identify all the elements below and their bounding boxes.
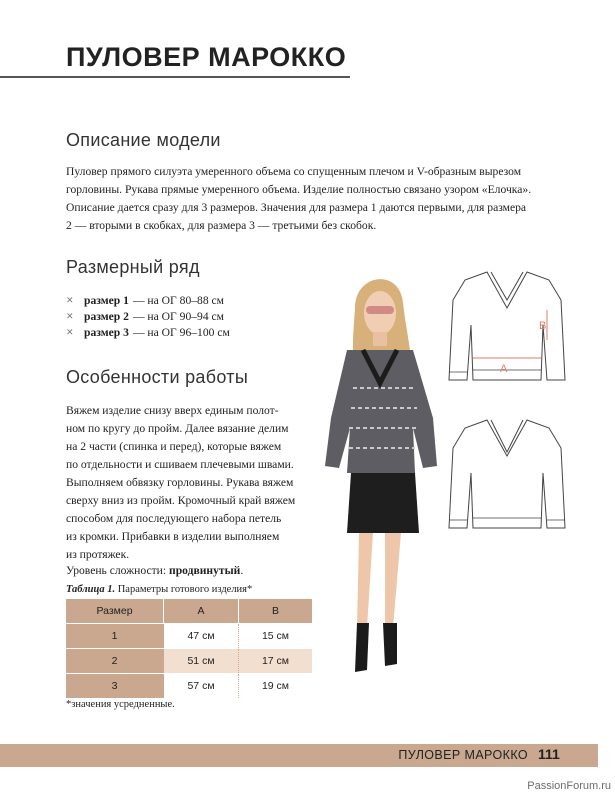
table-cell: 2: [66, 649, 164, 674]
skirt: [347, 473, 419, 533]
hem-rib: [449, 370, 541, 372]
sizes-heading: Размерный ряд: [66, 257, 200, 277]
hem-rib: [449, 518, 565, 520]
difficulty-end: .: [240, 564, 244, 577]
size-text: — на ОГ 96–100 см: [132, 326, 230, 339]
table-footnote: *значения усредненные.: [66, 699, 175, 710]
table-header: Размер: [66, 599, 164, 624]
page-title: ПУЛОВЕР МАРОККО: [66, 42, 347, 72]
description-line: Описание дается сразу для 3 размеров. Значения для размера 1 даются первыми, для размера: [66, 201, 527, 214]
table-cell: 57 см: [164, 674, 239, 699]
table-caption-number: Таблица 1.: [66, 584, 116, 595]
boots: [355, 623, 397, 672]
table-cell: 17 см: [238, 649, 312, 674]
description-text: [66, 163, 531, 235]
neckline-rib: [491, 272, 523, 300]
work-line: из протяжек.: [66, 548, 130, 561]
watermark: PassionForum.ru: [527, 780, 611, 792]
neck: [373, 332, 387, 346]
size-label: размер 3: [84, 326, 129, 339]
work-heading: Особенности работы: [66, 367, 249, 387]
size-text: — на ОГ 80–88 см: [132, 294, 225, 307]
difficulty-label: Уровень сложности:: [66, 564, 170, 577]
model-illustration: [325, 268, 455, 698]
schematic-back: [445, 270, 575, 392]
work-text: [66, 402, 295, 564]
description-line: горловины. Рукава прямые умеренного объема. Изделие полностью связано узором «Елочка».: [66, 183, 532, 196]
table-header: B: [238, 599, 312, 624]
difficulty-level: [66, 564, 243, 577]
table-cell: 51 см: [164, 649, 239, 674]
table-row: [66, 624, 312, 649]
size-label: размер 1: [84, 294, 129, 307]
description-heading: Описание модели: [66, 130, 221, 150]
label-a: A: [500, 363, 508, 375]
size-item: [66, 293, 230, 309]
size-item: [66, 309, 230, 325]
schematic-front: [445, 418, 575, 540]
table-cell: 15 см: [238, 624, 312, 649]
table-caption-text: Параметры готового изделия*: [115, 584, 253, 595]
table-cell: 47 см: [164, 624, 239, 649]
table-row: [66, 649, 312, 674]
work-line: по отдельности и сшиваем плечевыми швами.: [66, 458, 294, 471]
table-header: A: [164, 599, 239, 624]
sunglasses: [366, 306, 394, 314]
cross-bullet-icon: ✕: [66, 328, 74, 338]
size-list: [66, 293, 230, 341]
page-number: 111: [538, 746, 560, 762]
footer-title: ПУЛОВЕР МАРОККО: [398, 748, 528, 762]
work-line: ном по кругу до пройм. Далее вязание делим: [66, 422, 289, 435]
work-line: сверху вниз из пройм. Кромочный край вяжем: [66, 494, 296, 507]
table-header-row: [66, 599, 312, 624]
size-text: — на ОГ 90–94 см: [132, 310, 225, 323]
table-row: [66, 674, 312, 699]
work-line: способом для последующего набора петель: [66, 512, 282, 525]
table-cell: 1: [66, 624, 164, 649]
label-b: B: [539, 320, 547, 332]
title-underline: [0, 76, 350, 78]
difficulty-value: продвинутый: [169, 564, 241, 577]
parameters-table: [66, 599, 312, 698]
sweater-outline: [449, 420, 565, 528]
cross-bullet-icon: ✕: [66, 312, 74, 322]
work-line: Выполняем обвязку горловины. Рукава вяжем: [66, 476, 294, 489]
size-item: [66, 325, 230, 341]
description-line: Пуловер прямого силуэта умеренного объема со спущенным плечом и V-образным вырезом: [66, 165, 522, 178]
size-label: размер 2: [84, 310, 129, 323]
table-caption: [66, 584, 252, 595]
table-cell: 19 см: [238, 674, 312, 699]
work-line: Вяжем изделие снизу вверх единым полот-: [66, 404, 279, 417]
work-line: на 2 части (спинка и перед), которые вяжем: [66, 440, 282, 453]
work-line: из кромки. Прибавки в изделии выполняем: [66, 530, 280, 543]
table-cell: 3: [66, 674, 164, 699]
description-line: 2 — вторыми в скобках, для размера 3 — третьими без скобок.: [66, 219, 377, 232]
cross-bullet-icon: ✕: [66, 296, 74, 306]
sweater: [325, 350, 437, 473]
